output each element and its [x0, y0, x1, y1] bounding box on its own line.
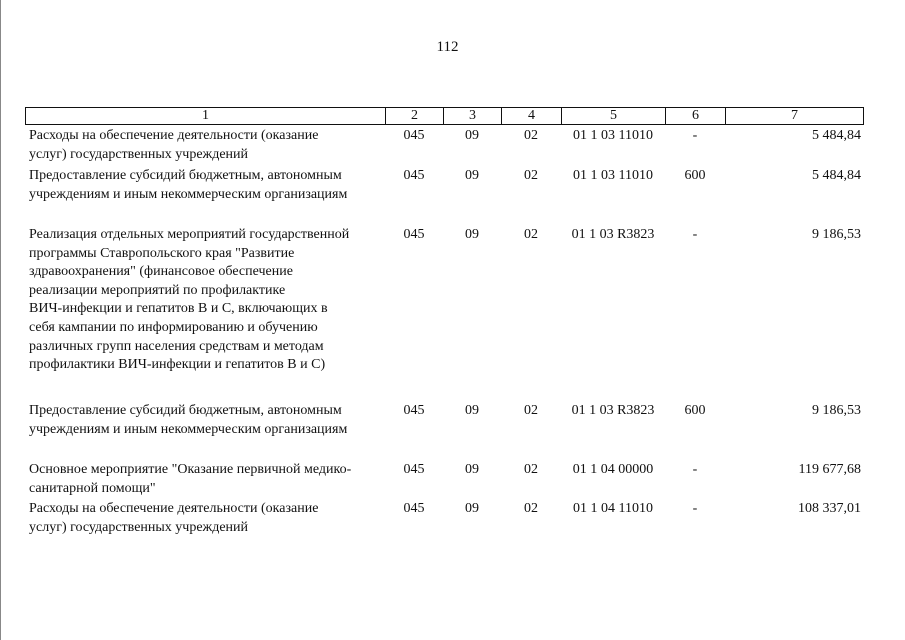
row-expense-type: 600 [684, 403, 706, 418]
row-name: Предоставление субсидий бюджетным, автономным учреждениям и иным некоммерческим организациям [29, 168, 348, 202]
row-ministry-code: 045 [403, 128, 425, 143]
column-number-header [25, 107, 864, 125]
row-section-code: 09 [465, 462, 479, 477]
row-subsection-code: 02 [524, 227, 538, 242]
row-ministry-code: 045 [403, 462, 425, 477]
row-amount: 119 677,68 [798, 462, 861, 477]
header-col-3: 3 [444, 108, 502, 125]
row-expense-type: - [692, 128, 698, 143]
row-target-code: 01 1 03 R3823 [571, 227, 655, 242]
row-subsection-code: 02 [524, 501, 538, 516]
row-name: Расходы на обеспечение деятельности (оказание услуг) государственных учреждений [29, 501, 319, 535]
row-section-code: 09 [465, 403, 479, 418]
header-col-4: 4 [502, 108, 562, 125]
row-expense-type: - [692, 227, 698, 242]
header-col-5: 5 [562, 108, 666, 125]
row-subsection-code: 02 [524, 462, 538, 477]
row-amount: 9 186,53 [812, 403, 861, 418]
row-expense-type: 600 [684, 168, 706, 183]
page-number: 112 [436, 39, 459, 55]
row-amount: 5 484,84 [812, 168, 861, 183]
page-edge [0, 0, 1, 640]
row-target-code: 01 1 04 00000 [572, 462, 654, 477]
row-ministry-code: 045 [403, 227, 425, 242]
row-ministry-code: 045 [403, 168, 425, 183]
row-target-code: 01 1 03 R3823 [571, 403, 655, 418]
row-subsection-code: 02 [524, 403, 538, 418]
row-section-code: 09 [465, 168, 479, 183]
header-col-7: 7 [726, 108, 864, 125]
row-name: Предоставление субсидий бюджетным, автономным учреждениям и иным некоммерческим организациям [29, 403, 348, 437]
row-subsection-code: 02 [524, 168, 538, 183]
row-name: Расходы на обеспечение деятельности (оказание услуг) государственных учреждений [29, 128, 319, 162]
row-target-code: 01 1 03 11010 [573, 168, 653, 183]
row-name: Основное мероприятие "Оказание первичной медико- санитарной помощи" [29, 462, 352, 496]
row-ministry-code: 045 [403, 403, 425, 418]
header-col-6: 6 [666, 108, 726, 125]
header-col-2: 2 [386, 108, 444, 125]
row-name: Реализация отдельных мероприятий государственной программы Ставропольского края "Развитие здравоохранения" (финансовое обеспечение реализации мероприятий по профилактике ВИЧ-инфекции и гепатитов В и С, включающих в себя кампании по информированию и обучению различных групп населения средствам и методам профилактики ВИЧ-инфекции и гепатитов В и С) [29, 227, 350, 373]
row-amount: 108 337,01 [798, 501, 861, 516]
row-section-code: 09 [465, 501, 479, 516]
header-row [26, 108, 864, 125]
row-section-code: 09 [465, 227, 479, 242]
row-subsection-code: 02 [524, 128, 538, 143]
row-target-code: 01 1 04 11010 [573, 501, 653, 516]
header-col-1: 1 [26, 108, 386, 125]
row-target-code: 01 1 03 11010 [573, 128, 653, 143]
row-amount: 5 484,84 [812, 128, 861, 143]
row-amount: 9 186,53 [812, 227, 861, 242]
row-section-code: 09 [465, 128, 479, 143]
row-ministry-code: 045 [403, 501, 425, 516]
row-expense-type: - [692, 462, 698, 477]
row-expense-type: - [692, 501, 698, 516]
